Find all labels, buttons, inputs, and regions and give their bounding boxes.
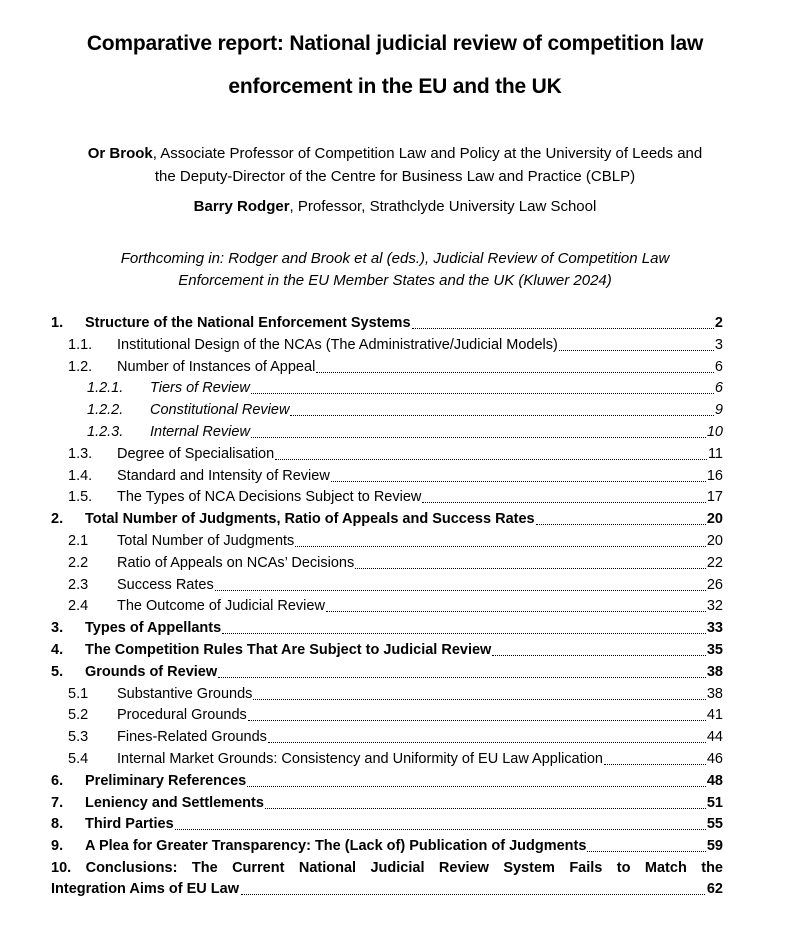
toc-entry-number: 1.3. [68, 445, 93, 462]
toc-leader-dots [290, 415, 713, 416]
document-title [40, 22, 750, 108]
toc-entry-page: 55 [706, 816, 723, 833]
toc-entry[interactable] [51, 509, 723, 530]
toc-entry-text: Procedural Grounds [117, 707, 247, 724]
toc-entry[interactable] [68, 596, 723, 617]
toc-leader-dots [253, 699, 705, 700]
toc-leader-dots [268, 742, 706, 743]
toc-entry-text: The Types of NCA Decisions Subject to Review [117, 489, 422, 506]
toc-entry-number: 2.2 [68, 554, 89, 571]
toc-entry-page: 38 [706, 663, 723, 680]
toc-entry-page: 11 [707, 445, 723, 462]
toc-entry-number: 1.2. [68, 358, 93, 375]
toc-entry-page: 32 [706, 598, 723, 615]
toc-leader-dots [241, 894, 705, 895]
toc-entry[interactable] [68, 335, 723, 356]
toc-leader-dots [536, 524, 706, 525]
toc-entry-number: 1.2.3. [87, 424, 124, 440]
toc-entry-text: The Outcome of Judicial Review [117, 598, 325, 615]
toc-leader-dots [215, 590, 706, 591]
author-1-desc: , Associate Professor of Competition Law and Policy at the University of Leeds and [152, 145, 703, 162]
toc-entry[interactable] [87, 422, 723, 443]
toc-entry-page: 33 [706, 620, 723, 637]
toc-entry[interactable] [51, 313, 723, 334]
toc-entry-text: Structure of the National Enforcement Systems [85, 315, 411, 331]
forthcoming-line-1: Forthcoming in: Rodger and Brook et al (eds.), Judicial Review of Competition Law [120, 250, 670, 267]
toc-entry-text: Institutional Design of the NCAs (The Administrative/Judicial Models) [117, 336, 558, 353]
toc-entry-text: Tiers of Review [150, 380, 250, 397]
toc-entry[interactable] [87, 400, 723, 421]
toc-leader-dots [422, 502, 705, 503]
toc-entry-page: 2 [714, 315, 723, 331]
toc-entry-page: 10 [706, 424, 723, 440]
toc-entry-text: Preliminary References [85, 772, 247, 789]
toc-entry-text: Internal Market Grounds: Consistency and Uniformity of EU Law Application [117, 751, 603, 767]
toc-entry-number: 5.3 [68, 729, 89, 746]
toc-entry-page: 17 [706, 489, 723, 506]
toc-leader-dots [251, 437, 706, 438]
author-1-line-1 [40, 142, 750, 165]
toc-entry-10-word: to [616, 860, 631, 876]
toc-entry-page: 35 [706, 642, 723, 658]
toc-entry-10-word: the [701, 860, 723, 876]
author-2-desc: , Professor, Strathclyde University Law School [289, 198, 597, 215]
toc-entry-number: 1. [51, 315, 64, 331]
toc-entry-10-number: 10. [51, 860, 72, 876]
toc-entry[interactable] [68, 357, 723, 378]
toc-entry-page: 9 [714, 402, 723, 419]
toc-entry-text: Standard and Intensity of Review [117, 467, 330, 484]
toc-entry-10[interactable] [51, 858, 723, 900]
toc-entry-10-word: Current [232, 860, 285, 876]
toc-entry-10-text-2: Integration Aims of EU Law [51, 881, 239, 897]
toc-entry-page: 44 [706, 729, 723, 746]
forthcoming-note [40, 248, 750, 292]
toc-leader-dots [355, 568, 706, 569]
toc-entry-number: 7. [51, 794, 64, 811]
toc-entry-number: 1.2.1. [87, 380, 124, 397]
toc-leader-dots [587, 851, 705, 852]
toc-entry-text: Internal Review [150, 424, 250, 440]
toc-entry-10-line-1 [51, 858, 723, 879]
toc-entry[interactable] [68, 727, 723, 748]
toc-entry-text: Grounds of Review [85, 663, 218, 680]
toc-entry-text: Degree of Specialisation [117, 445, 275, 462]
toc-entry[interactable] [68, 487, 723, 508]
toc-entry[interactable] [51, 640, 723, 661]
toc-entry-number: 1.1. [68, 336, 93, 353]
toc-entry[interactable] [68, 684, 723, 705]
toc-entry[interactable] [68, 575, 723, 596]
toc-entry-10-line-2 [51, 879, 723, 900]
toc-entry-number: 9. [51, 838, 64, 855]
toc-entry[interactable] [68, 444, 723, 465]
toc-entry-page: 51 [706, 794, 723, 811]
toc-leader-dots [326, 611, 706, 612]
toc-entry-number: 1.5. [68, 489, 93, 506]
toc-entry[interactable] [51, 814, 723, 835]
author-1-name: Or Brook [87, 145, 153, 162]
toc-entry-page: 22 [706, 554, 723, 571]
toc-entry-10-word: Fails [569, 860, 603, 876]
forthcoming-line-2: Enforcement in the EU Member States and the UK (Kluwer 2024) [178, 272, 612, 289]
title-line-1: Comparative report: National judicial review of competition law [86, 32, 704, 55]
toc-entry-text: Leniency and Settlements [85, 794, 264, 811]
toc-entry-text: Total Number of Judgments [117, 533, 295, 549]
toc-entry-text: Ratio of Appeals on NCAs’ Decisions [117, 554, 355, 571]
toc-entry[interactable] [68, 705, 723, 726]
toc-leader-dots [331, 481, 706, 482]
toc-leader-dots [218, 677, 706, 678]
toc-entry-page: 46 [706, 751, 723, 767]
toc-leader-dots [492, 655, 706, 656]
toc-entry-page: 20 [706, 511, 723, 528]
toc-entry[interactable] [51, 793, 723, 814]
toc-entry[interactable] [68, 553, 723, 574]
toc-entry-number: 2.1 [68, 533, 89, 549]
toc-entry-10-word: Conclusions: [85, 860, 178, 876]
toc-entry-number: 2.3 [68, 576, 89, 593]
toc-entry-10-word: The [191, 860, 218, 876]
toc-entry-page: 6 [714, 358, 723, 375]
author-2-line [40, 195, 750, 218]
toc-entry-number: 8. [51, 816, 64, 833]
toc-entry-number: 5.4 [68, 751, 89, 767]
toc-entry-page: 6 [714, 380, 723, 397]
title-line-2: enforcement in the EU and the UK [228, 75, 562, 98]
toc-entry[interactable] [51, 771, 723, 792]
author-1-line-2: the Deputy-Director of the Centre for Business Law and Practice (CBLP) [154, 168, 636, 185]
toc-entry-10-word: Judicial [370, 860, 425, 876]
toc-entry-text: Success Rates [117, 576, 214, 593]
toc-entry-text: Fines-Related Grounds [117, 729, 267, 746]
toc-entry-number: 5. [51, 663, 64, 680]
toc-entry-number: 5.2 [68, 707, 89, 724]
toc-entry-text: Total Number of Judgments, Ratio of Appeals and Success Rates [85, 511, 535, 528]
toc-entry-page: 26 [706, 576, 723, 593]
toc-leader-dots [222, 633, 706, 634]
toc-entry-text: The Competition Rules That Are Subject to Judicial Review [85, 642, 492, 658]
toc-entry-number: 6. [51, 772, 64, 789]
authors-block [40, 142, 750, 218]
toc-entry-10-word: Review [438, 860, 489, 876]
toc-leader-dots [559, 350, 714, 351]
toc-entry-10-word: System [503, 860, 555, 876]
toc-leader-dots [316, 372, 714, 373]
toc-entry-number: 1.4. [68, 467, 93, 484]
toc-entry-number: 2.4 [68, 598, 89, 615]
toc-entry-page: 48 [706, 772, 723, 789]
toc-leader-dots [295, 546, 706, 547]
author-2-name: Barry Rodger [193, 198, 290, 215]
toc-entry-page: 16 [706, 467, 723, 484]
toc-entry-10-page: 62 [706, 881, 723, 897]
toc-entry-text: Types of Appellants [85, 620, 222, 637]
toc-entry[interactable] [51, 836, 723, 857]
toc-entry-number: 3. [51, 620, 64, 637]
toc-entry-10-word: Match [644, 860, 687, 876]
toc-entry-number: 2. [51, 511, 64, 528]
toc-entry-10-word: National [298, 860, 357, 876]
toc-entry-text: Constitutional Review [150, 402, 290, 419]
toc-entry[interactable] [51, 662, 723, 683]
toc-entry[interactable] [68, 749, 723, 770]
toc-entry[interactable] [68, 531, 723, 552]
toc-entry-page: 59 [706, 838, 723, 855]
toc-entry-text: Number of Instances of Appeal [117, 358, 316, 375]
toc-entry[interactable] [87, 378, 723, 399]
toc-entry[interactable] [68, 466, 723, 487]
toc-entry-page: 20 [706, 533, 723, 549]
toc-leader-dots [175, 829, 706, 830]
toc-entry-text: Third Parties [85, 816, 174, 833]
toc-leader-dots [247, 786, 706, 787]
toc-leader-dots [275, 459, 707, 460]
toc-leader-dots [604, 764, 706, 765]
toc-leader-dots [248, 720, 706, 721]
toc-leader-dots [265, 808, 706, 809]
toc-entry-number: 5.1 [68, 685, 89, 702]
toc-entry-number: 4. [51, 642, 64, 658]
toc-entry-text: Substantive Grounds [117, 685, 253, 702]
toc-entry-number: 1.2.2. [87, 402, 124, 419]
toc-leader-dots [251, 393, 714, 394]
toc-entry-text: A Plea for Greater Transparency: The (Lack of) Publication of Judgments [85, 838, 587, 855]
toc-entry-page: 41 [706, 707, 723, 724]
toc-entry-page: 38 [706, 685, 723, 702]
toc-entry[interactable] [51, 618, 723, 639]
toc-leader-dots [412, 328, 714, 329]
toc-entry-page: 3 [714, 336, 723, 353]
